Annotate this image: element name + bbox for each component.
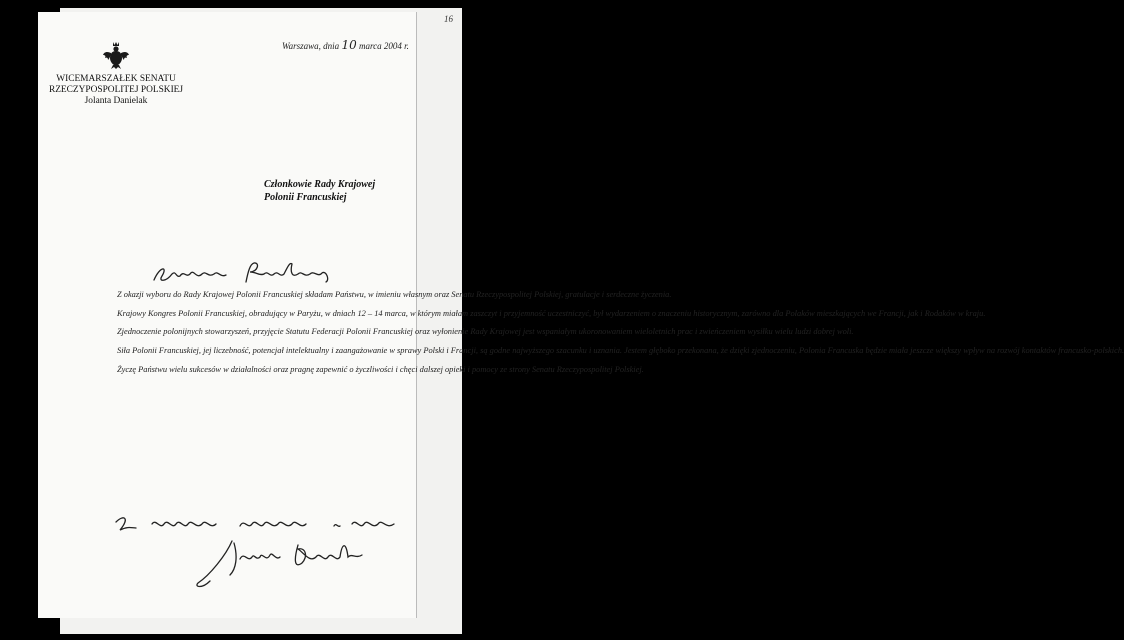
letter-body <box>100 289 1124 383</box>
sender-block <box>46 74 186 107</box>
recipient-block <box>264 178 375 204</box>
body-paragraph-4: Siła Polonii Francuskiej, jej liczebność, potencjał intelektualny i zaangażowanie w sprawy Polski i Francji, są godne najwyższego szacunku i uznania. Jestem głęboko przekonana, że dzięki zjednoczeniu, Polonia Francuska będzie miała jeszcze większy wpływ na rozwój kontaktów francusko-polskich. <box>117 346 1124 356</box>
page-number: 16 <box>444 14 453 24</box>
sender-title-line1: WICEMARSZAŁEK SENATU <box>56 74 176 84</box>
body-paragraph-5: Życzę Państwu wielu sukcesów w działalności oraz pragnę zapewnić o życzliwości i chęci dalszej opieki i pomocy ze strony Senatu Rzeczypospolitej Polskiej. <box>117 364 644 374</box>
sender-name: Jolanta Danielak <box>84 96 148 106</box>
body-paragraph-2: Krajowy Kongres Polonii Francuskiej, obradujący w Paryżu, w dniach 12 – 14 marca, w którym miałam zaszczyt i przyjemność uczestniczyć, był wydarzeniem o znaczeniu historycznym, zarówno dla Polaków mieszkających we Francji, jak i Rodaków w kraju. <box>117 308 986 318</box>
body-paragraph-1: Z okazji wyboru do Rady Krajowej Polonii Francuskiej składam Państwu, w imieniu własnym oraz Senatu Rzeczypospolitej Polskiej, gratulacje i serdeczne życzenia. <box>117 290 672 299</box>
date-suffix: marca 2004 r. <box>358 41 409 51</box>
date-day: 10 <box>341 38 357 52</box>
sender-title-line2: RZECZYPOSPOLITEJ POLSKIEJ <box>48 85 184 95</box>
handwritten-signature <box>190 535 390 590</box>
handwritten-salutation <box>150 258 355 288</box>
recipient-line2: Polonii Francuskiej <box>264 192 347 203</box>
letter-date <box>282 38 409 52</box>
body-paragraph-3: Zjednoczenie polonijnych stowarzyszeń, przyjęcie Statutu Federacji Polonii Francuskiej oraz wyłonienie Rady Krajowej jest wspaniałym ukoronowaniem wieloletnich prac i zwieńczeniem wysiłku wielu ludzi dobrej woli. <box>117 327 854 337</box>
recipient-line1: Członkowie Rady Krajowej <box>264 179 376 190</box>
handwritten-closing <box>112 508 402 538</box>
eagle-emblem-icon <box>103 40 129 70</box>
date-prefix: Warszawa, dnia <box>282 41 340 51</box>
